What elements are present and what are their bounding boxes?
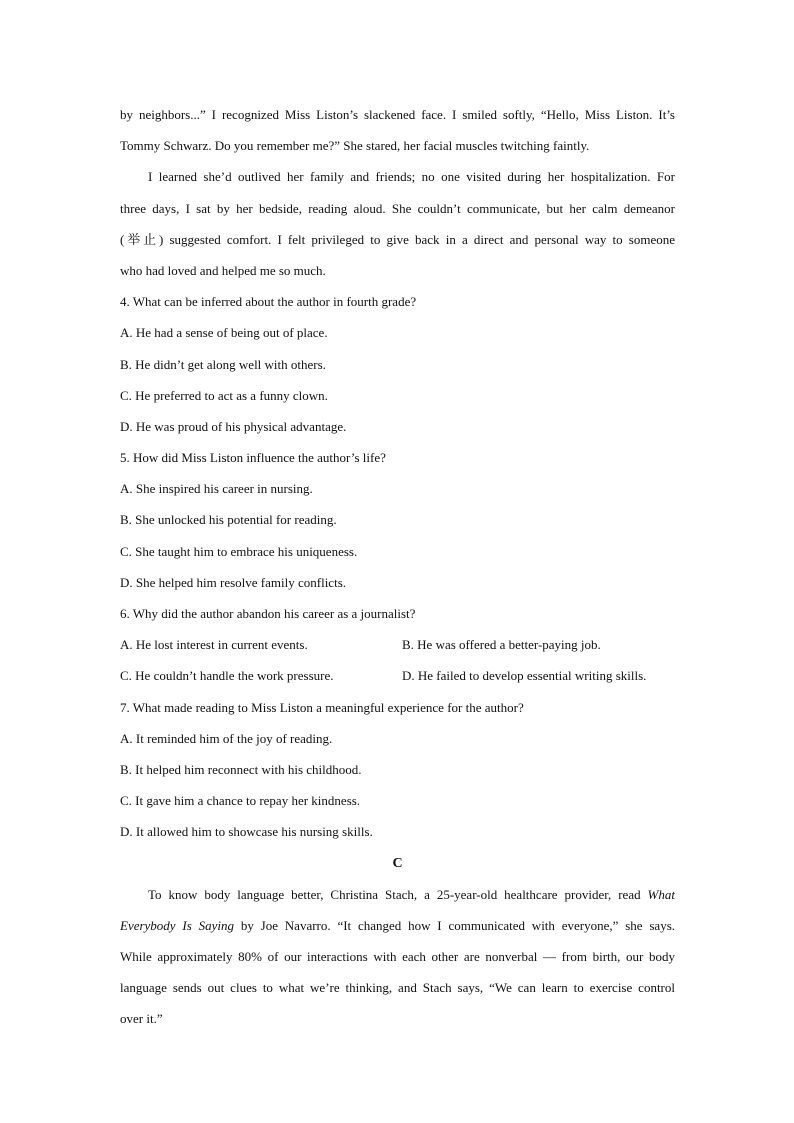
answer-option: B. He didn’t get along well with others. <box>120 356 326 372</box>
answer-option: C. He preferred to act as a funny clown. <box>120 387 328 403</box>
answer-option: A. It reminded him of the joy of reading. <box>120 730 333 746</box>
answer-option: D. He failed to develop essential writing skills. <box>402 668 647 684</box>
passage-line: While approximately 80% of our interactions with each other are nonverbal — from birth, our body <box>120 949 675 965</box>
answer-option: A. She inspired his career in nursing. <box>120 481 313 497</box>
exam-page <box>120 99 675 1035</box>
passage-line <box>120 879 675 910</box>
option-row <box>120 629 675 660</box>
passage-line: by neighbors...” I recognized Miss Liston’s slackened face. I smiled softly, “Hello, Miss Liston. It’s <box>120 107 675 122</box>
question-stem: 6. Why did the author abandon his career as a journalist? <box>120 606 416 621</box>
answer-option: D. It allowed him to showcase his nursing skills. <box>120 824 373 840</box>
passage-line: Tommy Schwarz. Do you remember me?” She stared, her facial muscles twitching faintly. <box>120 138 590 154</box>
answer-option: A. He had a sense of being out of place. <box>120 325 328 341</box>
answer-option: B. He was offered a better-paying job. <box>402 637 601 653</box>
answer-option: D. He was proud of his physical advantage. <box>120 418 347 434</box>
question-stem: 5. How did Miss Liston influence the author’s life? <box>120 450 386 466</box>
answer-option: C. She taught him to embrace his uniqueness. <box>120 543 358 559</box>
answer-option: A. He lost interest in current events. <box>120 637 308 653</box>
passage-line: three days, I sat by her bedside, reading aloud. She couldn’t communicate, but her calm demeanor <box>120 200 675 216</box>
answer-option: B. It helped him reconnect with his childhood. <box>120 761 362 777</box>
answer-option: B. She unlocked his potential for reading. <box>120 512 337 528</box>
passage-line: (举止) suggested comfort. I felt privileged to give back in a direct and personal way to someone <box>120 231 675 247</box>
answer-option: C. He couldn’t handle the work pressure. <box>120 668 334 684</box>
passage-line: I learned she’d outlived her family and friends; no one visited during her hospitalization. For <box>148 169 675 185</box>
passage-line <box>120 910 675 941</box>
answer-option: C. It gave him a chance to repay her kindness. <box>120 793 361 809</box>
book-title: What <box>647 886 675 902</box>
passage-line: who had loved and helped me so much. <box>120 262 326 278</box>
book-title: Everybody Is Saying <box>120 917 234 933</box>
passage-line: over it.” <box>120 1011 163 1027</box>
passage-text: To know body language better, Christina Stach, a 25-year-old healthcare provider, read <box>148 886 648 902</box>
passage-text: by Joe Navarro. “It changed how I communicated with everyone,” she says. <box>234 917 675 933</box>
section-heading: C <box>392 855 403 871</box>
question-stem: 4. What can be inferred about the author in fourth grade? <box>120 294 417 310</box>
option-row <box>120 660 675 691</box>
question-stem: 7. What made reading to Miss Liston a meaningful experience for the author? <box>120 699 524 715</box>
answer-option: D. She helped him resolve family conflicts. <box>120 574 347 590</box>
passage-line: language sends out clues to what we’re thinking, and Stach says, “We can learn to exercise control <box>120 980 675 996</box>
